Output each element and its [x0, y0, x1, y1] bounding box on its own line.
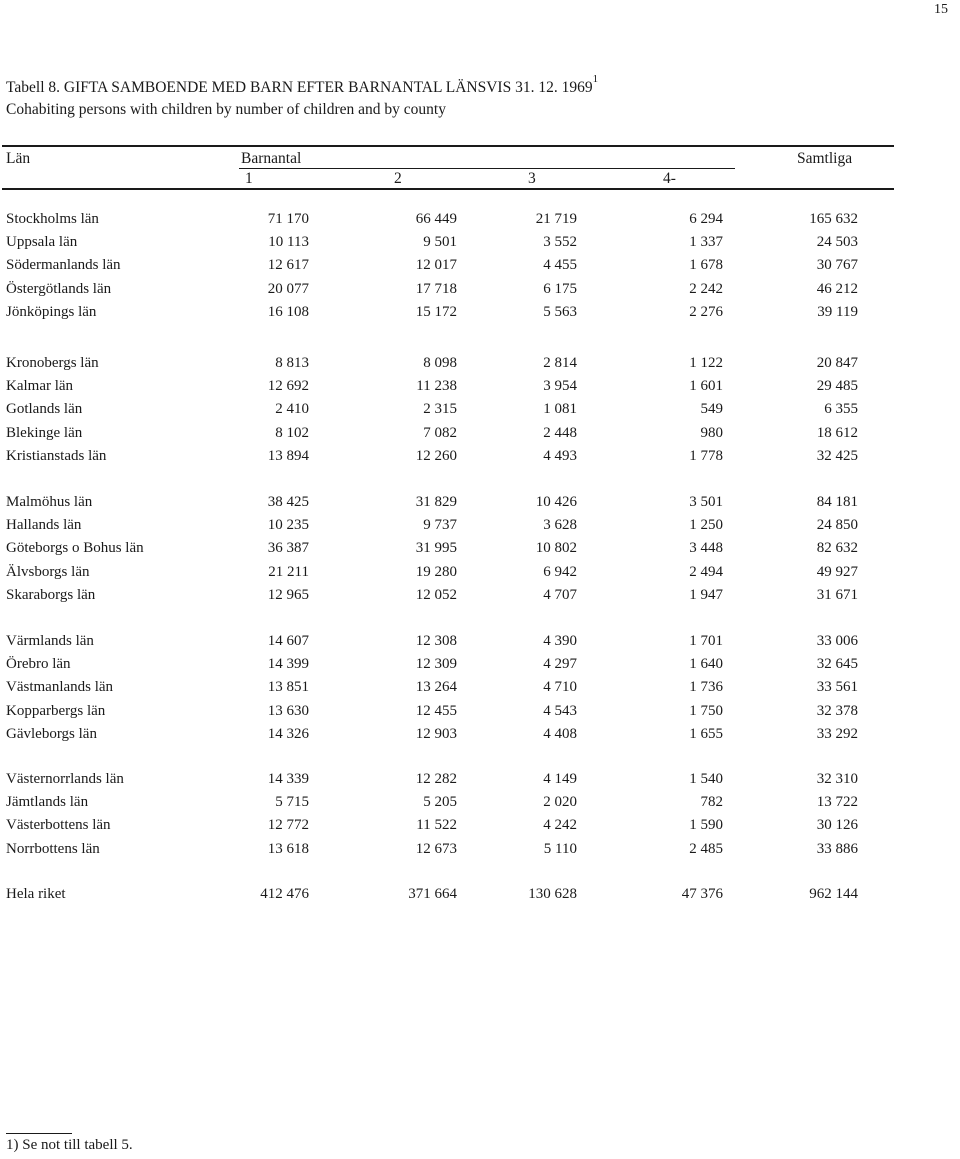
- count-children-4-plus: 1 701: [689, 633, 723, 649]
- count-children-4-plus: 1 778: [689, 447, 723, 464]
- count-children-3: 21 719: [535, 211, 577, 227]
- header-col-2: 2: [394, 170, 402, 187]
- count-children-3: 4 149: [543, 771, 577, 787]
- header-top-rule: [2, 145, 894, 147]
- count-children-4-plus: 782: [700, 794, 723, 811]
- count-children-1: 71 170: [267, 211, 309, 227]
- header-col-1: 1: [245, 170, 253, 187]
- total-count: 24 850: [816, 517, 858, 534]
- count-children-4-plus: 549: [700, 401, 723, 418]
- count-children-2: 12 308: [415, 633, 457, 649]
- count-children-2: 17 718: [415, 280, 457, 297]
- count-children-3: 2 814: [543, 355, 577, 371]
- county-name: Kristianstads län: [6, 447, 107, 464]
- count-children-4-plus: 2 485: [689, 840, 723, 857]
- count-children-1: 14 339: [267, 771, 309, 787]
- count-children-1: 38 425: [267, 494, 309, 510]
- county-name: Kalmar län: [6, 378, 74, 395]
- footnote-rule: [6, 1133, 72, 1134]
- count-children-2: 11 238: [416, 378, 457, 395]
- table-row: [0, 425, 960, 445]
- count-children-1: 14 399: [267, 656, 309, 673]
- count-children-2: 12 282: [415, 771, 457, 787]
- county-name: Älvsborgs län: [6, 563, 90, 580]
- total-count: 962 144: [809, 886, 858, 902]
- county-name: Värmlands län: [6, 633, 94, 649]
- count-children-1: 5 715: [275, 794, 309, 811]
- count-children-3: 4 455: [543, 257, 577, 274]
- county-name: Hela riket: [6, 886, 66, 902]
- title-text: Tabell 8. GIFTA SAMBOENDE MED BARN EFTER BARNANTAL LÄNSVIS 31. 12. 1969: [6, 79, 593, 97]
- table-row: [0, 448, 960, 468]
- total-count: 49 927: [816, 563, 858, 580]
- footnote-marker: 1: [592, 73, 599, 85]
- table-row: [0, 794, 960, 814]
- count-children-1: 10 235: [267, 517, 309, 534]
- county-name: Östergötlands län: [6, 280, 112, 297]
- count-children-1: 412 476: [260, 886, 309, 902]
- count-children-1: 16 108: [267, 303, 309, 320]
- county-name: Södermanlands län: [6, 257, 121, 274]
- count-children-4-plus: 47 376: [681, 886, 723, 902]
- total-count: 46 212: [816, 280, 858, 297]
- count-children-3: 6 175: [543, 280, 577, 297]
- count-children-4-plus: 1 122: [689, 355, 723, 371]
- count-children-4-plus: 1 678: [689, 257, 723, 274]
- count-children-1: 12 772: [267, 817, 309, 834]
- table-row: [0, 517, 960, 537]
- header-group-rule: [239, 168, 735, 169]
- county-name: Göteborgs o Bohus län: [6, 540, 144, 557]
- total-count: 32 645: [816, 656, 858, 673]
- count-children-1: 14 326: [267, 725, 309, 742]
- count-children-3: 3 954: [543, 378, 577, 395]
- county-name: Kopparbergs län: [6, 702, 106, 719]
- count-children-1: 21 211: [268, 563, 309, 580]
- count-children-2: 2 315: [423, 401, 457, 418]
- county-name: Jämtlands län: [6, 794, 89, 811]
- total-count: 32 425: [816, 447, 858, 464]
- county-name: Hallands län: [6, 517, 82, 534]
- count-children-2: 66 449: [415, 211, 457, 227]
- count-children-2: 12 260: [415, 447, 457, 464]
- table-row: [0, 564, 960, 584]
- count-children-1: 13 630: [267, 702, 309, 719]
- table-row: [0, 211, 960, 231]
- count-children-3: 10 802: [535, 540, 577, 557]
- table-row: [0, 234, 960, 254]
- count-children-2: 12 673: [415, 840, 457, 857]
- count-children-3: 4 710: [543, 679, 577, 696]
- table-title-swedish: [6, 73, 599, 97]
- count-children-1: 2 410: [275, 401, 309, 418]
- count-children-1: 8 813: [275, 355, 309, 371]
- count-children-4-plus: 2 276: [689, 303, 723, 320]
- table-row: [0, 540, 960, 560]
- count-children-2: 12 052: [415, 586, 457, 603]
- count-children-1: 12 692: [267, 378, 309, 395]
- total-count: 84 181: [816, 494, 858, 510]
- count-children-4-plus: 1 337: [689, 234, 723, 251]
- total-count: 6 355: [824, 401, 858, 418]
- county-name: Gotlands län: [6, 401, 83, 418]
- total-count: 18 612: [816, 424, 858, 441]
- total-count: 32 310: [816, 771, 858, 787]
- count-children-2: 12 309: [415, 656, 457, 673]
- table-row: [0, 355, 960, 375]
- county-name: Uppsala län: [6, 234, 78, 251]
- count-children-4-plus: 1 590: [689, 817, 723, 834]
- footnote: 1) Se not till tabell 5.: [6, 1137, 133, 1153]
- count-children-3: 3 552: [543, 234, 577, 251]
- count-children-3: 4 543: [543, 702, 577, 719]
- total-count: 30 767: [816, 257, 858, 274]
- total-count: 165 632: [809, 211, 858, 227]
- total-count: 39 119: [817, 303, 858, 320]
- count-children-4-plus: 6 294: [689, 211, 723, 227]
- table-row: [0, 841, 960, 861]
- count-children-2: 12 455: [415, 702, 457, 719]
- count-children-4-plus: 2 242: [689, 280, 723, 297]
- header-bottom-rule: [2, 188, 894, 190]
- count-children-1: 13 851: [267, 679, 309, 696]
- count-children-4-plus: 1 947: [689, 586, 723, 603]
- header-col-3: 3: [528, 170, 536, 187]
- county-name: Stockholms län: [6, 211, 99, 227]
- table-row: [0, 886, 960, 906]
- count-children-4-plus: 3 448: [689, 540, 723, 557]
- count-children-1: 8 102: [275, 424, 309, 441]
- total-count: 31 671: [816, 586, 858, 603]
- county-name: Jönköpings län: [6, 303, 97, 320]
- count-children-3: 4 297: [543, 656, 577, 673]
- table-row: [0, 726, 960, 746]
- count-children-3: 5 563: [543, 303, 577, 320]
- count-children-4-plus: 980: [700, 424, 723, 441]
- table-row: [0, 281, 960, 301]
- table-row: [0, 378, 960, 398]
- table-row: [0, 656, 960, 676]
- count-children-4-plus: 1 736: [689, 679, 723, 696]
- count-children-1: 10 113: [268, 234, 309, 251]
- total-count: 82 632: [816, 540, 858, 557]
- count-children-3: 2 448: [543, 424, 577, 441]
- table-row: [0, 771, 960, 791]
- count-children-3: 5 110: [543, 840, 577, 857]
- count-children-4-plus: 1 601: [689, 378, 723, 395]
- count-children-3: 4 242: [543, 817, 577, 834]
- total-count: 30 126: [816, 817, 858, 834]
- page-number: 15: [934, 2, 948, 17]
- count-children-3: 1 081: [543, 401, 577, 418]
- total-count: 29 485: [816, 378, 858, 395]
- count-children-2: 9 737: [423, 517, 457, 534]
- total-count: 33 292: [816, 725, 858, 742]
- total-count: 33 006: [816, 633, 858, 649]
- county-name: Gävleborgs län: [6, 725, 97, 742]
- count-children-2: 13 264: [415, 679, 457, 696]
- total-count: 20 847: [816, 355, 858, 371]
- table-row: [0, 304, 960, 324]
- total-count: 33 886: [816, 840, 858, 857]
- count-children-2: 15 172: [415, 303, 457, 320]
- count-children-3: 130 628: [528, 886, 577, 902]
- county-name: Malmöhus län: [6, 494, 93, 510]
- count-children-1: 36 387: [267, 540, 309, 557]
- count-children-1: 20 077: [267, 280, 309, 297]
- table-row: [0, 679, 960, 699]
- header-group-label: Barnantal: [241, 150, 302, 167]
- total-count: 33 561: [816, 679, 858, 696]
- county-name: Västmanlands län: [6, 679, 114, 696]
- county-name: Västerbottens län: [6, 817, 111, 834]
- county-name: Norrbottens län: [6, 840, 100, 857]
- count-children-3: 2 020: [543, 794, 577, 811]
- count-children-2: 5 205: [423, 794, 457, 811]
- count-children-2: 31 995: [415, 540, 457, 557]
- count-children-4-plus: 1 640: [689, 656, 723, 673]
- count-children-2: 7 082: [423, 424, 457, 441]
- header-total-label: Samtliga: [797, 150, 853, 167]
- count-children-1: 13 618: [267, 840, 309, 857]
- table-row: [0, 703, 960, 723]
- count-children-4-plus: 1 540: [689, 771, 723, 787]
- header-county-label: Län: [6, 150, 31, 167]
- table-row: [0, 257, 960, 277]
- county-name: Blekinge län: [6, 424, 83, 441]
- count-children-4-plus: 1 655: [689, 725, 723, 742]
- count-children-1: 13 894: [267, 447, 309, 464]
- count-children-4-plus: 1 250: [689, 517, 723, 534]
- table-title-english: Cohabiting persons with children by number of children and by county: [6, 101, 446, 118]
- count-children-2: 8 098: [423, 355, 457, 371]
- count-children-3: 3 628: [543, 517, 577, 534]
- count-children-2: 19 280: [415, 563, 457, 580]
- total-count: 32 378: [816, 702, 858, 719]
- count-children-1: 12 617: [267, 257, 309, 274]
- count-children-3: 4 493: [543, 447, 577, 464]
- count-children-4-plus: 2 494: [689, 563, 723, 580]
- county-name: Västernorrlands län: [6, 771, 124, 787]
- count-children-1: 14 607: [267, 633, 309, 649]
- count-children-1: 12 965: [267, 586, 309, 603]
- count-children-2: 12 017: [415, 257, 457, 274]
- count-children-3: 4 408: [543, 725, 577, 742]
- total-count: 24 503: [816, 234, 858, 251]
- count-children-4-plus: 3 501: [689, 494, 723, 510]
- table-row: [0, 633, 960, 653]
- count-children-2: 9 501: [423, 234, 457, 251]
- count-children-2: 12 903: [415, 725, 457, 742]
- table-row: [0, 587, 960, 607]
- count-children-4-plus: 1 750: [689, 702, 723, 719]
- county-name: Kronobergs län: [6, 355, 99, 371]
- table-row: [0, 494, 960, 514]
- count-children-3: 4 390: [543, 633, 577, 649]
- count-children-3: 10 426: [535, 494, 577, 510]
- count-children-3: 4 707: [543, 586, 577, 603]
- count-children-2: 371 664: [408, 886, 457, 902]
- table-row: [0, 401, 960, 421]
- county-name: Örebro län: [6, 656, 71, 673]
- count-children-2: 31 829: [415, 494, 457, 510]
- count-children-3: 6 942: [543, 563, 577, 580]
- count-children-2: 11 522: [416, 817, 457, 834]
- county-name: Skaraborgs län: [6, 586, 96, 603]
- table-row: [0, 817, 960, 837]
- header-col-4: 4-: [663, 170, 676, 187]
- total-count: 13 722: [816, 794, 858, 811]
